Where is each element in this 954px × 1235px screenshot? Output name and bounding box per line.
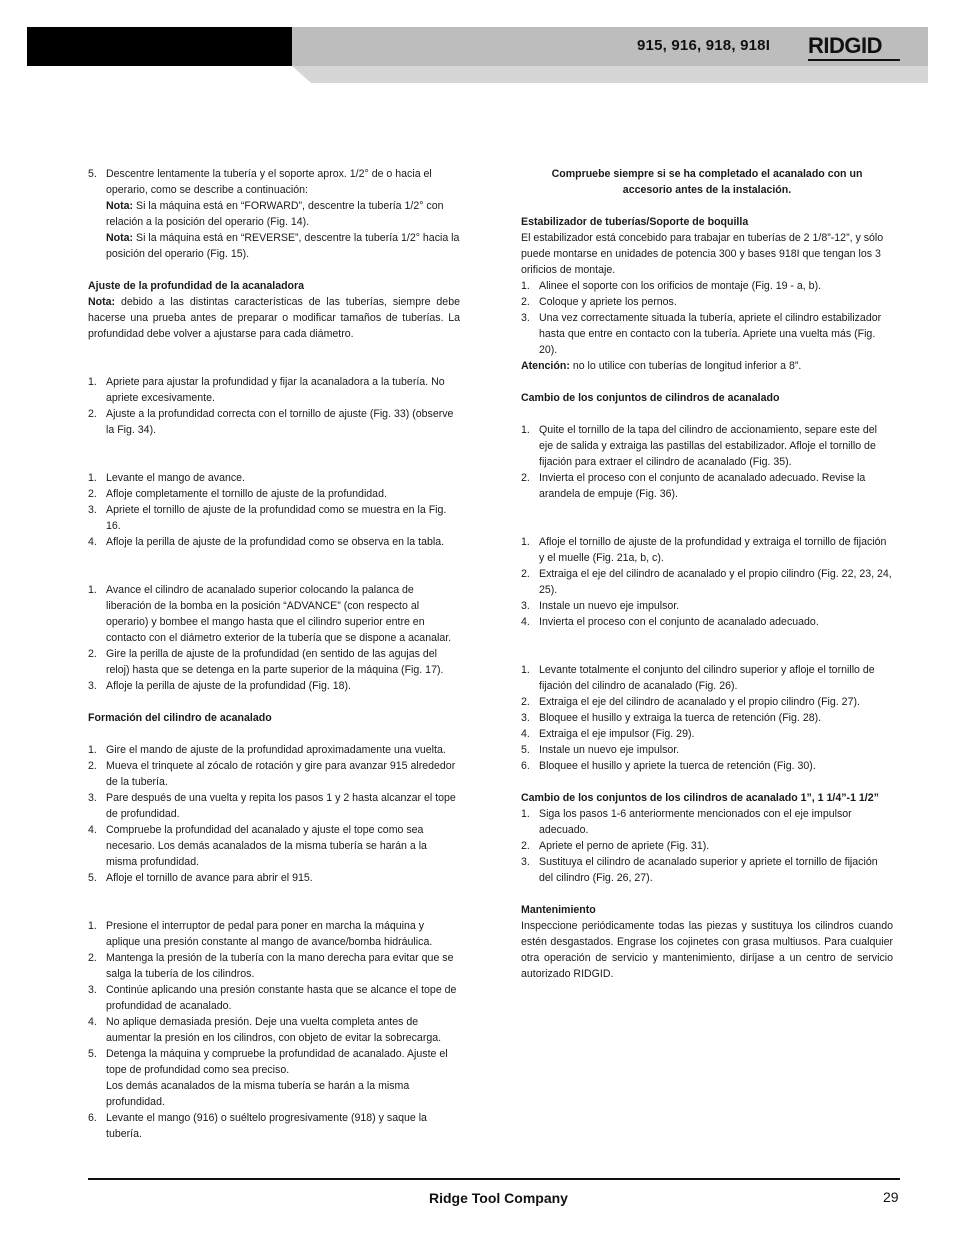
item-text: Extraiga el eje del cilindro de acanalado y el propio cilindro (Fig. 22, 23, 24, 25). bbox=[539, 568, 892, 596]
list-depth-2 bbox=[88, 470, 460, 550]
item-text: Afloje el tornillo de ajuste de la profundidad y extraiga el tornillo de fijación y el muelle (Fig. 21a, b, c). bbox=[539, 536, 887, 564]
logo-text: RIDGID bbox=[808, 33, 882, 58]
list-item bbox=[521, 470, 893, 502]
left-column bbox=[88, 166, 460, 1142]
item-text: Sustituya el cilindro de acanalado superior y apriete el tornillo de fijación del cilindro (Fig. 26, 27). bbox=[539, 856, 878, 884]
section-title-maintenance: Mantenimiento bbox=[521, 904, 596, 916]
item-number: 4. bbox=[521, 616, 530, 628]
list-item bbox=[521, 310, 893, 358]
item-number: 3. bbox=[521, 712, 530, 724]
item-number: 2. bbox=[88, 760, 97, 772]
item-extra-text: Los demás acanalados de la misma tubería se harán a la misma profundidad. bbox=[106, 1080, 410, 1108]
note-label: Nota: bbox=[106, 200, 134, 212]
list-item bbox=[88, 1014, 460, 1046]
item-text: No aplique demasiada presión. Deje una vuelta completa antes de aumentar la presión en los cilindros, con objeto de evitar la sobrecarga. bbox=[106, 1016, 442, 1044]
item-text: Instale un nuevo eje impulsor. bbox=[539, 744, 680, 756]
list-item bbox=[521, 806, 893, 838]
list-item bbox=[521, 278, 893, 294]
list-item bbox=[88, 870, 460, 886]
section-title-stabilizer: Estabilizador de tuberías/Soporte de boquilla bbox=[521, 216, 749, 228]
list-item bbox=[521, 742, 893, 758]
list-change-2 bbox=[521, 534, 893, 630]
item-text: Invierta el proceso con el conjunto de acanalado adecuado. Revise la arandela de empuje (Fig. 36). bbox=[539, 472, 866, 500]
list-item bbox=[521, 566, 893, 598]
item-number: 3. bbox=[521, 600, 530, 612]
item-number: 1. bbox=[521, 808, 530, 820]
header-models: 915, 916, 918, 918I bbox=[637, 37, 771, 54]
item-number: 5. bbox=[88, 1048, 97, 1060]
item-text: Continúe aplicando una presión constante hasta que se alcance el tope de profundidad de acanalado. bbox=[106, 984, 457, 1012]
item-number: 1. bbox=[88, 920, 97, 932]
item-number: 1. bbox=[88, 744, 97, 756]
step-note-2 bbox=[106, 230, 460, 262]
list-item bbox=[521, 758, 893, 774]
list-item bbox=[88, 742, 460, 758]
item-number: 5. bbox=[521, 744, 530, 756]
item-number: 1. bbox=[521, 424, 530, 436]
list-item bbox=[88, 790, 460, 822]
item-number: 2. bbox=[521, 840, 530, 852]
item-text: Bloquee el husillo y apriete la tuerca de retención (Fig. 30). bbox=[539, 760, 816, 772]
list-item bbox=[521, 726, 893, 742]
item-number: 6. bbox=[521, 760, 530, 772]
item-number: 3. bbox=[88, 504, 97, 516]
list-change-1 bbox=[521, 422, 893, 502]
maintenance-text: Inspeccione periódicamente todas las piezas y sustituya los cilindros cuando estén desgastados. Engrase los cojinetes con grasa multiusos. Para cualquier otra operación de servicio y mantenimiento, diríjase a un centro de servicio autorizado RIDGID. bbox=[521, 920, 893, 980]
item-text: Levante el mango (916) o suéltelo progresivamente (918) y saque la tubería. bbox=[106, 1112, 427, 1140]
item-text: Alinee el soporte con los orificios de montaje (Fig. 19 - a, b). bbox=[539, 280, 822, 292]
header-black-bar bbox=[27, 27, 292, 66]
note-label: Nota: bbox=[106, 232, 134, 244]
item-text: Afloje la perilla de ajuste de la profundidad (Fig. 18). bbox=[106, 680, 351, 692]
list-power bbox=[88, 918, 460, 1142]
item-number: 1. bbox=[521, 280, 530, 292]
section-title-change: Cambio de los conjuntos de cilindros de acanalado bbox=[521, 392, 780, 404]
list-item bbox=[88, 1046, 460, 1110]
item-number: 4. bbox=[88, 1016, 97, 1028]
list-item bbox=[521, 710, 893, 726]
item-number: 3. bbox=[88, 680, 97, 692]
item-number: 3. bbox=[521, 312, 530, 324]
list-depth-3 bbox=[88, 582, 460, 694]
list-item bbox=[88, 374, 460, 406]
list-item bbox=[88, 486, 460, 502]
item-text: Mueva el trinquete al zócalo de rotación y gire para avanzar 915 alrededor de la tubería. bbox=[106, 760, 456, 788]
item-text: Instale un nuevo eje impulsor. bbox=[539, 600, 680, 612]
list-item bbox=[88, 678, 460, 694]
list-item bbox=[88, 822, 460, 870]
item-number: 4. bbox=[521, 728, 530, 740]
list-change-4 bbox=[521, 806, 893, 886]
item-number: 2. bbox=[521, 296, 530, 308]
ridgid-logo bbox=[808, 34, 900, 62]
item-number: 6. bbox=[88, 1112, 97, 1124]
check-notice: Compruebe siempre si se ha completado el acanalado con un accesorio antes de la instalación. bbox=[551, 168, 863, 196]
list-item bbox=[88, 470, 460, 486]
header-grey-strip bbox=[292, 66, 928, 83]
note-label: Nota: bbox=[88, 296, 116, 308]
page-number: 29 bbox=[883, 1189, 899, 1205]
attention-note bbox=[521, 358, 893, 374]
list-item bbox=[88, 982, 460, 1014]
item-text: Avance el cilindro de acanalado superior colocando la palanca de liberación de la bomba en la posición “ADVANCE” (con respecto al operario) y bombee el mango hasta que el cilindro superior entre en contacto con el diámetro exterior de la tubería que se dispone a acanalar. bbox=[106, 584, 452, 644]
item-number: 3. bbox=[88, 792, 97, 804]
item-text: Levante el mango de avance. bbox=[106, 472, 245, 484]
footer-company: Ridge Tool Company bbox=[429, 1190, 568, 1206]
item-number: 1. bbox=[88, 376, 97, 388]
step-text: Descentre lentamente la tubería y el soporte aprox. 1/2° de o hacia el operario, como se describe a continuación: bbox=[106, 168, 432, 196]
list-item bbox=[88, 758, 460, 790]
list-item bbox=[521, 534, 893, 566]
right-column bbox=[521, 166, 893, 982]
item-number: 4. bbox=[88, 536, 97, 548]
list-item bbox=[521, 838, 893, 854]
note-text: debido a las distintas características de las tuberías, siempre debe hacerse una prueba antes de preparar o modificar tamaños de tuberías. La profundidad debe volver a ajustarse para cada diámetro. bbox=[88, 296, 460, 340]
item-text: Extraiga el eje impulsor (Fig. 29). bbox=[539, 728, 695, 740]
list-item bbox=[521, 614, 893, 630]
item-text: Gire la perilla de ajuste de la profundidad (en sentido de las agujas del reloj) hasta que se detenga en la parte superior de la máquina (Fig. 17). bbox=[106, 648, 444, 676]
list-item bbox=[88, 502, 460, 534]
item-text: Mantenga la presión de la tubería con la mano derecha para evitar que se salga la tubería de los cilindros. bbox=[106, 952, 454, 980]
list-item bbox=[521, 662, 893, 694]
item-text: Afloje el tornillo de avance para abrir el 915. bbox=[106, 872, 313, 884]
list-item bbox=[521, 598, 893, 614]
logo-underline bbox=[808, 59, 900, 61]
item-text: Bloquee el husillo y extraiga la tuerca de retención (Fig. 28). bbox=[539, 712, 822, 724]
section-title-depth: Ajuste de la profundidad de la acanaladora bbox=[88, 280, 305, 292]
step-5 bbox=[88, 166, 460, 262]
item-number: 2. bbox=[521, 568, 530, 580]
item-text: Apriete el tornillo de ajuste de la profundidad como se muestra en la Fig. 16. bbox=[106, 504, 447, 532]
stabilizer-text: El estabilizador está concebido para trabajar en tuberías de 2 1/8”-12”, y sólo puede montarse en unidades de potencia 300 y bases 918I que tengan los 3 orificios de montaje. bbox=[521, 232, 884, 276]
attention-label: Atención: bbox=[521, 360, 570, 372]
step-number: 5. bbox=[88, 168, 97, 180]
item-text: Quite el tornillo de la tapa del cilindro de accionamiento, separe este del eje de salida y extraiga las pastillas del estabilizador. Afloje el tornillo de fijación para extraer el cilindro de acanalado (Fig. 35). bbox=[539, 424, 878, 468]
item-text: Invierta el proceso con el conjunto de acanalado adecuado. bbox=[539, 616, 819, 628]
item-number: 2. bbox=[521, 472, 530, 484]
list-item bbox=[521, 294, 893, 310]
item-text: Una vez correctamente situada la tubería, apriete el cilindro estabilizador hasta que entre en contacto con la tubería. Apriete una vuelta más (Fig. 20). bbox=[539, 312, 882, 356]
item-number: 3. bbox=[521, 856, 530, 868]
item-text: Detenga la máquina y compruebe la profundidad de acanalado. Ajuste el tope de profundidad como sea preciso. bbox=[106, 1048, 448, 1076]
item-text: Siga los pasos 1-6 anteriormente mencionados con el eje impulsor adecuado. bbox=[539, 808, 852, 836]
item-number: 3. bbox=[88, 984, 97, 996]
list-item bbox=[521, 854, 893, 886]
item-text: Afloje completamente el tornillo de ajuste de la profundidad. bbox=[106, 488, 387, 500]
attention-text: no lo utilice con tuberías de longitud inferior a 8”. bbox=[572, 360, 802, 372]
list-item bbox=[88, 534, 460, 550]
item-text: Coloque y apriete los pernos. bbox=[539, 296, 677, 308]
item-text: Levante totalmente el conjunto del cilindro superior y afloje el tornillo de fijación del cilindro de acanalado (Fig. 26). bbox=[539, 664, 875, 692]
item-number: 2. bbox=[88, 488, 97, 500]
item-number: 1. bbox=[521, 664, 530, 676]
item-text: Afloje la perilla de ajuste de la profundidad como se observa en la tabla. bbox=[106, 536, 445, 548]
list-forming bbox=[88, 742, 460, 886]
list-change-3 bbox=[521, 662, 893, 774]
item-text: Apriete el perno de apriete (Fig. 31). bbox=[539, 840, 710, 852]
item-number: 4. bbox=[88, 824, 97, 836]
list-item bbox=[88, 406, 460, 438]
list-item bbox=[88, 918, 460, 950]
item-number: 5. bbox=[88, 872, 97, 884]
list-item bbox=[521, 422, 893, 470]
list-stabilizer bbox=[521, 278, 893, 358]
footer-rule bbox=[88, 1178, 900, 1180]
note-text: Si la máquina está en “REVERSE”, descentre la tubería 1/2° hacia la posición del operario (Fig. 15). bbox=[106, 232, 460, 260]
item-number: 1. bbox=[521, 536, 530, 548]
note-text: Si la máquina está en “FORWARD”, descentre la tubería 1/2° con relación a la posición del operario (Fig. 14). bbox=[106, 200, 444, 228]
item-text: Pare después de una vuelta y repita los pasos 1 y 2 hasta alcanzar el tope de profundidad. bbox=[106, 792, 456, 820]
item-text: Apriete para ajustar la profundidad y fijar la acanaladora a la tubería. No apriete excesivamente. bbox=[106, 376, 445, 404]
item-number: 1. bbox=[88, 584, 97, 596]
list-item bbox=[88, 950, 460, 982]
depth-note bbox=[88, 294, 460, 342]
item-number: 2. bbox=[88, 952, 97, 964]
item-number: 2. bbox=[521, 696, 530, 708]
item-text: Ajuste a la profundidad correcta con el tornillo de ajuste (Fig. 33) (observe la Fig. 34). bbox=[106, 408, 454, 436]
item-text: Gire el mando de ajuste de la profundidad aproximadamente una vuelta. bbox=[106, 744, 446, 756]
list-item bbox=[88, 646, 460, 678]
item-number: 2. bbox=[88, 408, 97, 420]
list-item bbox=[88, 1110, 460, 1142]
item-text: Compruebe la profundidad del acanalado y ajuste el tope como sea necesario. Los demás acanalados de la misma tubería se harán a la misma profundidad. bbox=[106, 824, 427, 868]
item-number: 2. bbox=[88, 648, 97, 660]
list-depth-1 bbox=[88, 374, 460, 438]
item-number: 1. bbox=[88, 472, 97, 484]
list-item bbox=[88, 582, 460, 646]
step-note-1 bbox=[106, 198, 460, 230]
section-title-change-small: Cambio de los conjuntos de los cilindros de acanalado 1”, 1 1/4”-1 1/2” bbox=[521, 792, 879, 804]
list-item bbox=[521, 694, 893, 710]
item-text: Extraiga el eje del cilindro de acanalado y el propio cilindro (Fig. 27). bbox=[539, 696, 860, 708]
section-title-forming: Formación del cilindro de acanalado bbox=[88, 712, 272, 724]
item-text: Presione el interruptor de pedal para poner en marcha la máquina y aplique una presión constante al mango de avance/bomba hidráulica. bbox=[106, 920, 433, 948]
